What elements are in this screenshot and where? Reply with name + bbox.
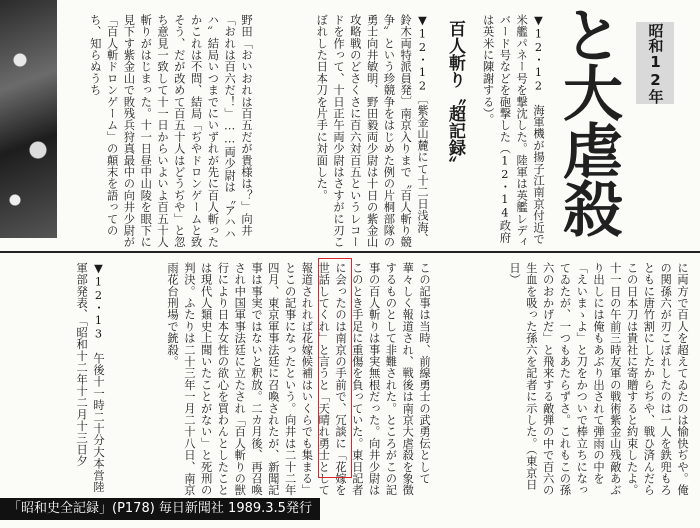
year-tag: 昭和12年 bbox=[636, 22, 674, 104]
article-column bbox=[476, 14, 546, 250]
source-caption: 「昭和史全記録」(P178) 毎日新聞社 1989.3.5発行 bbox=[0, 498, 320, 520]
article-column bbox=[64, 14, 254, 250]
article-paragraph: ▼12・12 海軍機が揚子江南京付近で米艦パネー号を撃沈した。陸軍は英艦レディバード号などを砲撃した（12・14政府は英米に陳謝する）。 bbox=[481, 14, 545, 248]
chapter-title: と大虐殺 bbox=[553, 4, 623, 236]
highlight-box bbox=[318, 258, 352, 478]
article-column bbox=[258, 14, 430, 250]
section-heading: 百人斬り〝超記録〟 bbox=[445, 20, 465, 173]
war-photo bbox=[0, 0, 57, 238]
section-divider bbox=[0, 251, 700, 253]
article-paragraph: 野田「おいおれは百五だが貴様は？」向井「おれは百六だ！」……両少尉は〝アハハハ〟結局いつまでにいずれが先に百人斬ったかこれは不問、結局「ぢやドロンゲームと致そう、だが改めて百五十人はどうぢや」と忽ち意見一致して十一日からいよいよ百五十人斬りがはじまった。十一日昼中山陵を眼下に見下す紫金山で敗残兵狩真最中の向井少尉が「百人斬ドロンゲーム」の顛末を語ってのち、知らぬうち bbox=[88, 14, 253, 248]
article-paragraph: ▼12・12〔紫金山麓にて十二日浅海、鈴木両特派員発〕南京入りまで〝百人斬り競争〟という珍競争をはじめた例の片桐部隊の勇士向井敏明、野田毅両少尉は十日の紫金山攻略戦のどさくさに百六対百五というレコードを作って、十日正午両少尉はさすがに刃こぼれした日本刀を片手に対面した。 bbox=[315, 14, 429, 248]
commentary-paragraph: この記事は当時、前線勇士の武勇伝として華々しく報道され、戦後は南京大虐殺を象徴するものとして非難された。ところがこの記事の百人斬りは事実無根だった。向井少尉はこのとき手足に重傷を負っていた。東日記者に会ったのは南京の手前で、冗談に「花嫁を世話してくれ」と言うと「天晴れ勇士として報道されれば花嫁候補はいくらでも集まる」とこの記事になったという。向井は二十二年四月、東京軍事法廷に召喚されたが、新聞記事は事実ではないと釈放。二カ月後、再召喚され中国軍事法廷に立たされ「百人斬りの獣行により日本女性の欲心を買わんとしたことは現代人類史上聞いたことがない」と死刑の判決。ふたりは二十三年一月二十八日、南京雨花台刑場で銃殺。 bbox=[166, 262, 431, 496]
article-column bbox=[110, 262, 432, 498]
article-paragraph: に両方で百人を超えてゐたのは愉快ぢや。俺の関孫六が刃こぼれしたのは一人を鉄兜もろともに唐竹割にしたからぢや、戦ひ済んだらこの日本刀は貴社に寄贈すると約束したよ。十一日の午前三時友軍の戦術紫金山残敵あぶり出しには俺もあぶり出されて弾雨の中を「えいまゝよ」と刀をかついで棒立ちになってゐたが、一つもあたらずさ。これもこの孫六のおかげだ」と飛来する敵弾の中で百六の生血を吸った孫六を記者に示した。（東京日日） bbox=[508, 262, 689, 496]
article-column bbox=[436, 262, 690, 498]
article-column bbox=[8, 262, 106, 494]
article-paragraph: ▼12・13 午後十一時二十分大本営陸軍部発表、「昭和十二年十二月十三日夕 bbox=[75, 262, 105, 493]
